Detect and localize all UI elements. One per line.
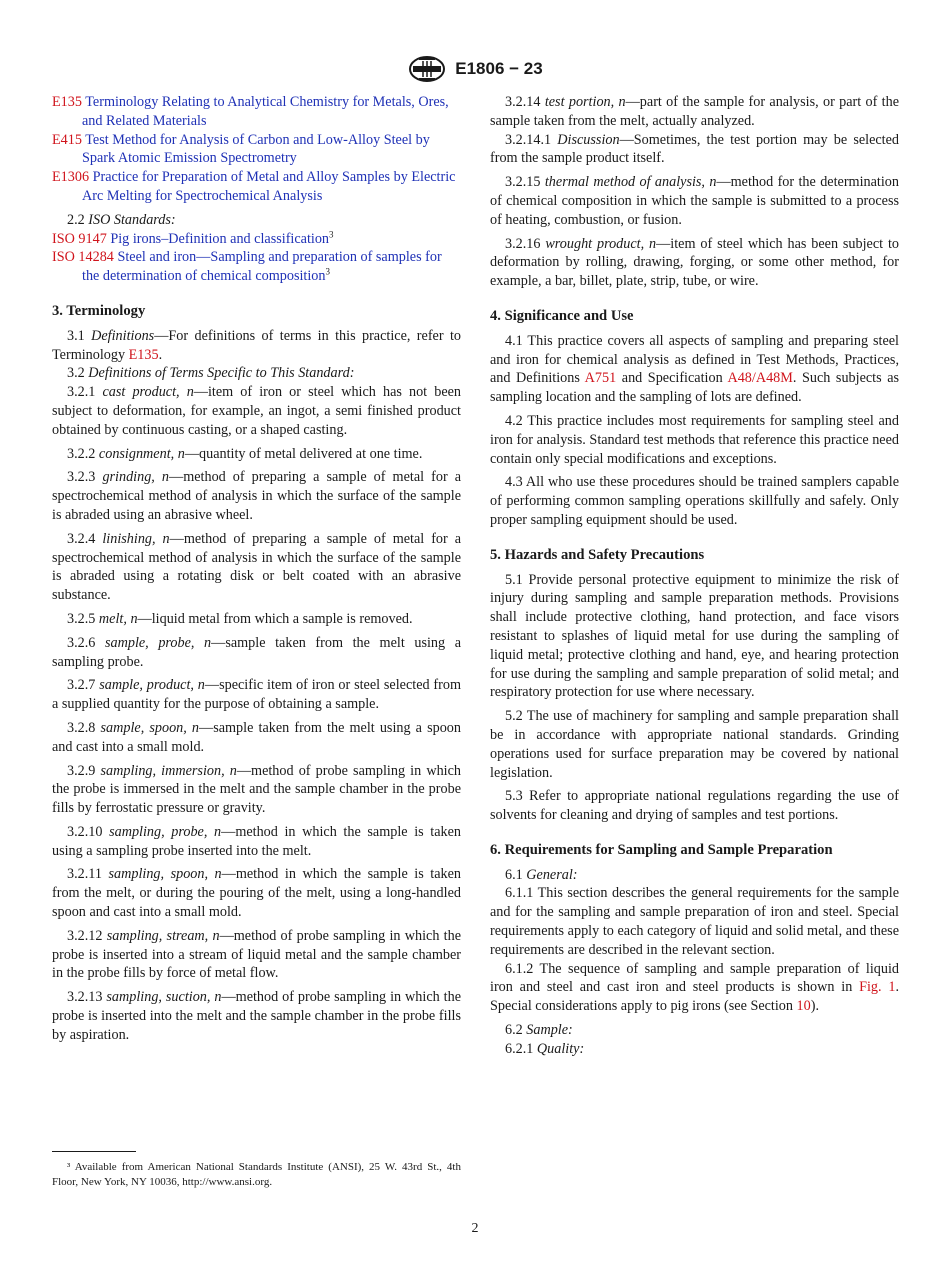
ref-code[interactable]: E135 — [52, 94, 82, 110]
reference-e135 — [52, 93, 461, 131]
section-heading: 6. Requirements for Sampling and Sample Preparation — [490, 841, 833, 858]
link-fig-1[interactable]: Fig. 1 — [859, 979, 896, 996]
definition: 3.2.11 sampling, spoon, n—method in which the sample is taken from the melt, or during the pouring of the melt, using a long-handled spoon and cast into a small mold. — [52, 866, 461, 921]
definition: 3.2.4 linishing, n—method of preparing a sample of metal for a spectrochemical method of analysis in which the surface of the sample is abraded using a rotating disk or belt coated with an abrasive substance. — [52, 530, 462, 604]
ref-code[interactable]: E415 — [52, 131, 82, 148]
definition: 3.2.9 sampling, immersion, n—method of probe sampling in which the probe is immersed in the melt and the sample chamber in the probe fills by ferrostatic pressure or gravity. — [52, 762, 462, 817]
definition: 3.2.3 grinding, n—method of preparing a sample of metal for a spectrochemical method of analysis in which the surface of the sample is abraded using an abrasive wheel. — [52, 469, 462, 523]
paragraph-5-2: 5.2 The use of machinery for sampling and sample preparation shall be in accordance with appropriate national standards. Grinding operations used for surface preparation may be covered by national legislation. — [490, 708, 899, 781]
paragraph-6-1: 6.1 General: — [505, 866, 578, 883]
ref-code[interactable]: E1306 — [52, 169, 90, 186]
page-number: 2 — [471, 1221, 479, 1236]
definition: 3.2.12 sampling, stream, n—method of probe sampling in which the probe is inserted into a stream of liquid metal and the sample chamber in the probe fills by force of metal flow. — [52, 927, 462, 982]
paragraph-6-2-1: 6.2.1 Quality: — [505, 1040, 585, 1057]
definition: 3.2.10 sampling, probe, n—method in which the sample is taken using a sampling probe inserted into the melt. — [52, 823, 461, 859]
left-column — [52, 93, 461, 1045]
section-heading: 4. Significance and Use — [490, 307, 634, 324]
astm-logo — [407, 55, 447, 83]
definition: 3.2.13 sampling, suction, n—method of probe sampling in which the probe is inserted into the melt and the sample chamber in the probe fills by aspiration. — [52, 989, 461, 1043]
ref-title[interactable]: Steel and iron—Sampling and preparation of samples for the determination of chemical composition — [82, 249, 442, 285]
right-column — [490, 93, 899, 1059]
document-number: E1806 − 23 — [455, 59, 543, 78]
definition: 3.2.5 melt, n—liquid metal from which a sample is removed. — [67, 610, 413, 627]
definition: 3.2.15 thermal method of analysis, n—method for the determination of chemical composition in which the sample is submitted to a process of heating, combustion, or fusion. — [490, 174, 899, 228]
ref-code[interactable]: ISO 14284 — [52, 249, 114, 266]
paragraph-6-1-2: 6.1.2 The sequence of sampling and sample preparation of liquid iron and steel and cast iron and steel products is shown in Fig. 1. Special considerations apply to pig irons (see Section 10). — [490, 960, 899, 1015]
ref-title[interactable]: Terminology Relating to Analytical Chemistry for Metals, Ores, and Related Materials — [82, 94, 449, 129]
link-e135[interactable]: E135 — [128, 346, 159, 363]
link-section-10[interactable]: 10 — [796, 998, 811, 1015]
paragraph-4-1: 4.1 This practice covers all aspects of sampling and preparing steel and iron for chemical analysis as defined in Test Methods, Practices, and Definitions A751 and Specification A48/A48M. Such subjects as sampling location and the sampling of lots are defined. — [490, 332, 900, 406]
iso-standards-heading: 2.2 ISO Standards: — [67, 211, 176, 228]
ref-code[interactable]: ISO 9147 — [52, 230, 107, 247]
ref-title[interactable]: Pig irons–Definition and classification — [110, 230, 330, 247]
reference-e415 — [52, 131, 461, 169]
definition: 3.2.14.1 Discussion—Sometimes, the test portion may be selected from the sample product itself. — [490, 131, 899, 167]
reference-iso-9147: ISO 9147 Pig irons–Definition and classification$^3$ — [52, 228, 334, 247]
paragraph-4-2: 4.2 This practice includes most requirements for sampling steel and iron for analysis. Standard test methods that reference this practice need contain only special modifications and exceptions. — [490, 412, 899, 467]
section-heading: 5. Hazards and Safety Precautions — [490, 546, 705, 563]
definition: 3.2.14 test portion, n—part of the sample for analysis, or part of the sample taken from the melt, actually analyzed. — [490, 94, 900, 129]
paragraph-5-3: 5.3 Refer to appropriate national regulations regarding the use of solvents for cleaning and drying of samples and test portions. — [490, 788, 899, 824]
reference-e1306 — [52, 168, 461, 206]
definition: 3.2.1 cast product, n—item of iron or steel which has not been subject to deformation, for example, an ingot, a semi finished product obtained by continuous casting, or a shaped casting. — [52, 384, 462, 438]
definition: 3.2.7 sample, product, n—specific item of iron or steel selected from a supplied quantity for the purpose of obtaining a sample. — [52, 677, 462, 713]
paragraph-6-1-1: 6.1.1 This section describes the general requirements for the sample and for the sampling and sample preparation of iron and steel. Special requirements apply to each category of liquid and solid metal, and these requirements are described in the relevant section. — [490, 885, 899, 958]
ref-title[interactable]: Practice for Preparation of Metal and Alloy Samples by Electric Arc Melting for Spectrochemical Analysis — [82, 169, 456, 204]
page-header — [0, 55, 950, 83]
paragraph-6-2: 6.2 Sample: — [505, 1022, 573, 1039]
reference-iso-14284: ISO 14284 Steel and iron—Sampling and preparation of samples for the determination of chemical composition$^3$ — [52, 249, 442, 285]
link-a751[interactable]: A751 — [584, 370, 617, 387]
footnote-divider — [52, 1151, 136, 1152]
footnote-text: ³ Available from American National Standards Institute (ANSI), 25 W. 43rd St., 4th Floor, New York, NY 10036, http://www.ansi.org. — [52, 1161, 461, 1188]
paragraph-3-1: 3.1 Definitions—For definitions of terms in this practice, refer to Terminology E135. — [52, 327, 461, 363]
paragraph-3-2: 3.2 Definitions of Terms Specific to This Standard: — [67, 365, 355, 382]
ref-title[interactable]: Test Method for Analysis of Carbon and Low-Alloy Steel by Spark Atomic Emission Spectrometry — [82, 131, 430, 167]
paragraph-5-1: 5.1 Provide personal protective equipment to minimize the risk of injury during sampling and sample preparation methods. Provisions shall include protective clothing, hand protection, and face visors resistant to splashes of liquid metal for use during the sampling of liquid metal; protective clothing and hand, eye, and hearing protection for use during the sampling and sample preparation of solid metal; and respiratory protection for use where necessary. — [490, 571, 899, 701]
footnote — [52, 1160, 461, 1190]
definition: 3.2.6 sample, probe, n—sample taken from the melt using a sampling probe. — [52, 634, 461, 670]
link-a48[interactable]: A48/A48M — [727, 370, 793, 387]
paragraph-4-3: 4.3 All who use these procedures should be trained samplers capable of performing common sampling operations skillfully and safely. Only proper sampling equipment should be used. — [490, 474, 899, 528]
definition: 3.2.16 wrought product, n—item of steel which has been subject to deformation by rolling, drawing, forging, or some other method, for example, a bar, billet, plate, strip, tube, or wire. — [490, 235, 899, 290]
section-heading: 3. Terminology — [52, 302, 146, 319]
definition: 3.2.2 consignment, n—quantity of metal delivered at one time. — [67, 445, 423, 462]
definition: 3.2.8 sample, spoon, n—sample taken from the melt using a spoon and cast into a small mold. — [52, 719, 461, 755]
